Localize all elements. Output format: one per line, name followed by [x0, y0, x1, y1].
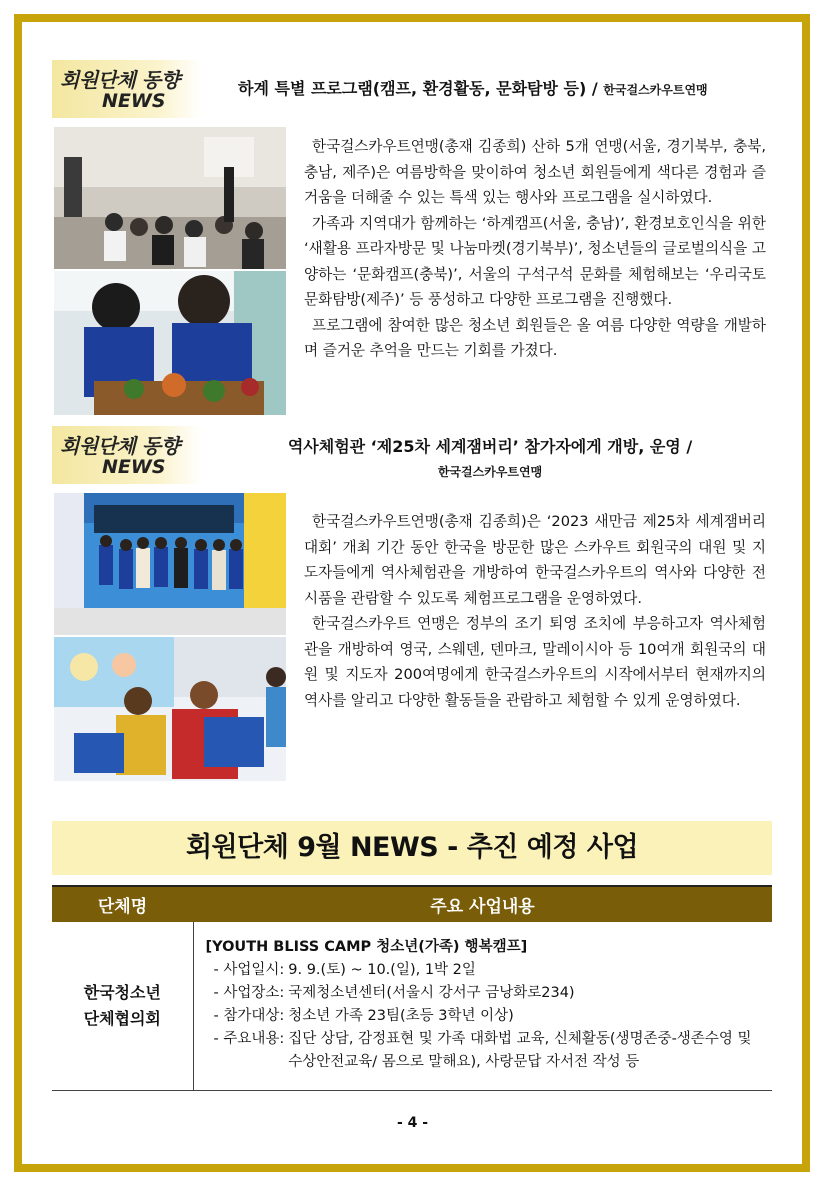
program-item [206, 1028, 761, 1074]
program-item-value: 청소년 가족 23팀(초등 3학년 이상) [288, 1008, 514, 1024]
headline-1 [238, 76, 708, 99]
headline-1-text: 하계 특별 프로그램(캠프, 환경활동, 문화탐방 등) / [238, 79, 598, 98]
article-1-body [304, 134, 766, 364]
table-row [52, 922, 772, 1091]
program-item-label: - 사업장소: [213, 985, 285, 1001]
news-tag-1-line1: 회원단체 동향 [60, 68, 180, 92]
article-1-paragraph: 프로그램에 참여한 많은 청소년 회원들은 올 여름 다양한 역량을 개발하며 즐거운 추억을 만드는 기회를 가졌다. [304, 316, 766, 359]
program-item [206, 959, 761, 982]
headline-2-text: 역사체험관 ‘제25차 세계잼버리’ 참가자에게 개방, 운영 / [287, 437, 693, 456]
table-header-row [52, 886, 772, 922]
org-name-line2: 단체협의회 [83, 1009, 161, 1028]
photo-environment-activity [54, 271, 286, 415]
program-content-cell [193, 922, 772, 1091]
article-2-body [304, 509, 766, 713]
column-header-content: 주요 사업내용 [193, 886, 772, 922]
september-news-banner: 회원단체 9월 NEWS - 추진 예정 사업 [52, 821, 772, 875]
program-item-label: - 참가대상: [213, 1008, 285, 1024]
news-tag-1 [52, 60, 202, 118]
article-1-paragraph: 한국걸스카우트연맹(총재 김종희) 산하 5개 연맹(서울, 경기북부, 충북, 충남, 제주)은 여름방학을 맞이하여 청소년 회원들에게 색다른 경험과 즐거움을 더해줄 수 있는 특색 있는 행사와 프로그램을 실시하였다. [304, 138, 766, 206]
article-2-paragraph: 한국걸스카우트연맹(총재 김종희)은 ‘2023 새만금 제25차 세계잼버리대회’ 개최 기간 동안 한국을 방문한 많은 스카우트 회원국의 대원 및 지도자들에게 역사체험관을 개방하여 한국걸스카우트의 역사와 다양한 전시품을 관람할 수 있도록 체험프로그램을 운영하였다. [304, 513, 766, 607]
photo-history-hall-group [54, 493, 286, 635]
program-item-value: 9. 9.(토) ~ 10.(일), 1박 2일 [288, 962, 476, 978]
photo-camp-group [54, 127, 286, 269]
headline-2-org: 한국걸스카우트연맹 [437, 465, 543, 479]
program-item [206, 982, 761, 1005]
upcoming-programs-table [52, 885, 772, 1091]
news-tag-2-line2: NEWS [102, 456, 166, 478]
org-name-line1: 한국청소년 [83, 983, 161, 1002]
program-title: [YOUTH BLISS CAMP 청소년(가족) 행복캠프] [205, 939, 528, 955]
article-2-paragraph: 한국걸스카우트 연맹은 정부의 조기 퇴영 조치에 부응하고자 역사체험관을 개방하여 영국, 스웨덴, 덴마크, 말레이시아 등 10여개 회원국의 대원 및 지도자 200여명에게 한국걸스카우트의 시작에서부터 현재까지의 역사를 알리고 다양한 활동들을 관람하고 체험할 수 있게 운영하였다. [304, 615, 766, 709]
org-name-cell [52, 922, 193, 1091]
program-item-value: 집단 상담, 감정표현 및 가족 대화법 교육, 신체활동(생명존중-생존수영 및 수상안전교육/ 몸으로 말해요), 사랑문답 자서전 작성 등 [288, 1031, 752, 1070]
news-tag-2-line1: 회원단체 동향 [60, 434, 180, 458]
column-header-org: 단체명 [52, 886, 193, 922]
news-tag-1-line2: NEWS [102, 90, 166, 112]
photo-history-hall-visitors [54, 637, 286, 781]
headline-2 [240, 434, 740, 480]
program-item-label: - 주요내용: [213, 1031, 285, 1047]
article-1-paragraph: 가족과 지역대가 함께하는 ‘하계캠프(서울, 충남)’, 환경보호인식을 위한 ‘새활용 프라자방문 및 나눔마켓(경기북부)’, 청소년들의 글로벌의식을 고양하는 ‘문화캠프(충북)’, 서울의 구석구석 문화를 체험해보는 ‘우리국토문화탐방(제주)’ 등 풍성하고 다양한 프로그램을 진행했다. [304, 214, 766, 308]
program-item-value: 국제청소년센터(서울시 강서구 금낭화로234) [288, 985, 575, 1001]
news-tag-2 [52, 426, 202, 484]
program-item [206, 1005, 761, 1028]
page-number: - 4 - [396, 1115, 429, 1131]
headline-1-org: 한국걸스카우트연맹 [603, 83, 708, 97]
program-item-label: - 사업일시: [213, 962, 285, 978]
